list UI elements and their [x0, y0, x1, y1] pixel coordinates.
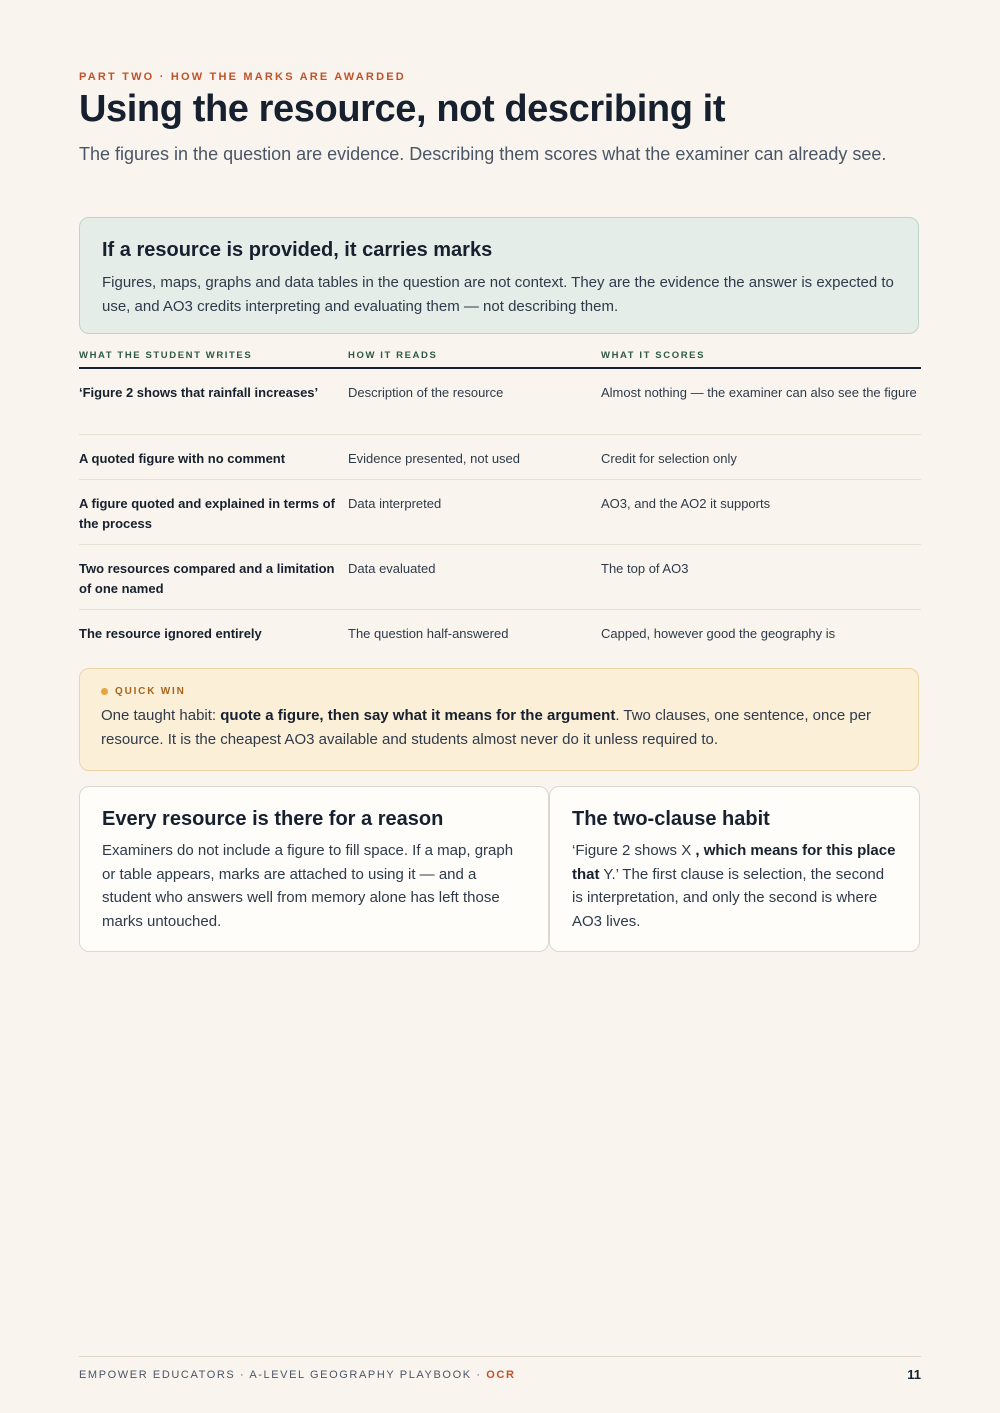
quick-win-label-text: QUICK WIN	[115, 686, 186, 697]
section-kicker: PART TWO · HOW THE MARKS ARE AWARDED	[79, 71, 406, 83]
card-heading: The two-clause habit	[572, 808, 770, 830]
table-row	[79, 545, 921, 610]
quick-win-text	[101, 704, 897, 752]
cell-what-it-scores: Capped, however good the geography is	[601, 626, 836, 641]
column-header-what-it-scores: WHAT IT SCORES	[601, 350, 706, 361]
card-every-resource	[79, 786, 549, 952]
resource-callout	[79, 217, 919, 334]
table-row	[79, 435, 921, 480]
bullet-dot-icon	[101, 688, 108, 695]
cell-how-it-reads: Evidence presented, not used	[348, 451, 521, 466]
card-body-bold: , which means for this place that	[572, 842, 896, 883]
column-header-student-writes: WHAT THE STUDENT WRITES	[79, 350, 253, 361]
cell-how-it-reads: The question half-answered	[348, 626, 509, 641]
footer-brand: OCR	[486, 1368, 516, 1381]
cell-student-writes: Two resources compared and a limitation of one named	[79, 561, 335, 596]
cell-how-it-reads: Description of the resource	[348, 385, 504, 400]
page-title: Using the resource, not describing it	[79, 88, 726, 130]
cell-what-it-scores: The top of AO3	[601, 561, 689, 576]
cell-how-it-reads: Data interpreted	[348, 496, 442, 511]
scoring-table	[79, 346, 921, 655]
cell-how-it-reads: Data evaluated	[348, 561, 436, 576]
footer-text: EMPOWER EDUCATORS · A-LEVEL GEOGRAPHY PLAYBOOK ·	[79, 1368, 487, 1381]
callout-body: Figures, maps, graphs and data tables in the question are not context. They are the evidence the answer is expected to use, and AO3 credits interpreting and evaluating them — not describing them.	[102, 274, 894, 315]
column-header-how-it-reads: HOW IT READS	[348, 350, 438, 361]
footer-publication	[79, 1369, 516, 1381]
card-body	[572, 839, 897, 933]
table-row	[79, 369, 921, 435]
quick-win-text-end: . Two clauses, one sentence, once per resource. It is the cheapest AO3 available and students almost never do it unless required to.	[101, 707, 872, 748]
quick-win-label	[101, 686, 897, 697]
callout-heading: If a resource is provided, it carries marks	[102, 239, 493, 261]
page	[79, 0, 921, 1413]
page-number: 11	[907, 1367, 921, 1382]
cell-student-writes: ‘Figure 2 shows that rainfall increases’	[79, 385, 319, 400]
table-row	[79, 480, 921, 545]
quick-win-text-start: One taught habit:	[101, 707, 221, 724]
page-subtitle: The figures in the question are evidence. Describing them scores what the examiner can already see.	[79, 144, 887, 164]
page-footer	[79, 1367, 921, 1382]
quick-win-callout	[79, 668, 919, 771]
card-body: Examiners do not include a figure to fill space. If a map, graph or table appears, marks are attached to using it — and a student who answers well from memory alone has left those marks untouched.	[102, 842, 514, 930]
footer-divider	[79, 1356, 921, 1357]
card-two-clause-habit	[549, 786, 920, 952]
cell-student-writes: The resource ignored entirely	[79, 626, 262, 641]
card-heading: Every resource is there for a reason	[102, 808, 444, 830]
cell-what-it-scores: AO3, and the AO2 it supports	[601, 496, 771, 511]
card-body-start: ‘Figure 2 shows X	[572, 842, 696, 859]
card-body-end: Y.’ The first clause is selection, the second is interpretation, and only the second is where AO3 lives.	[572, 865, 885, 930]
cell-student-writes: A quoted figure with no comment	[79, 451, 286, 466]
table-header	[79, 346, 921, 369]
cell-what-it-scores: Credit for selection only	[601, 451, 737, 466]
cell-student-writes: A figure quoted and explained in terms of the process	[79, 496, 335, 531]
cell-what-it-scores: Almost nothing — the examiner can also see the figure	[601, 385, 917, 400]
table-row	[79, 610, 921, 655]
quick-win-text-bold: quote a figure, then say what it means for the argument	[220, 707, 616, 724]
